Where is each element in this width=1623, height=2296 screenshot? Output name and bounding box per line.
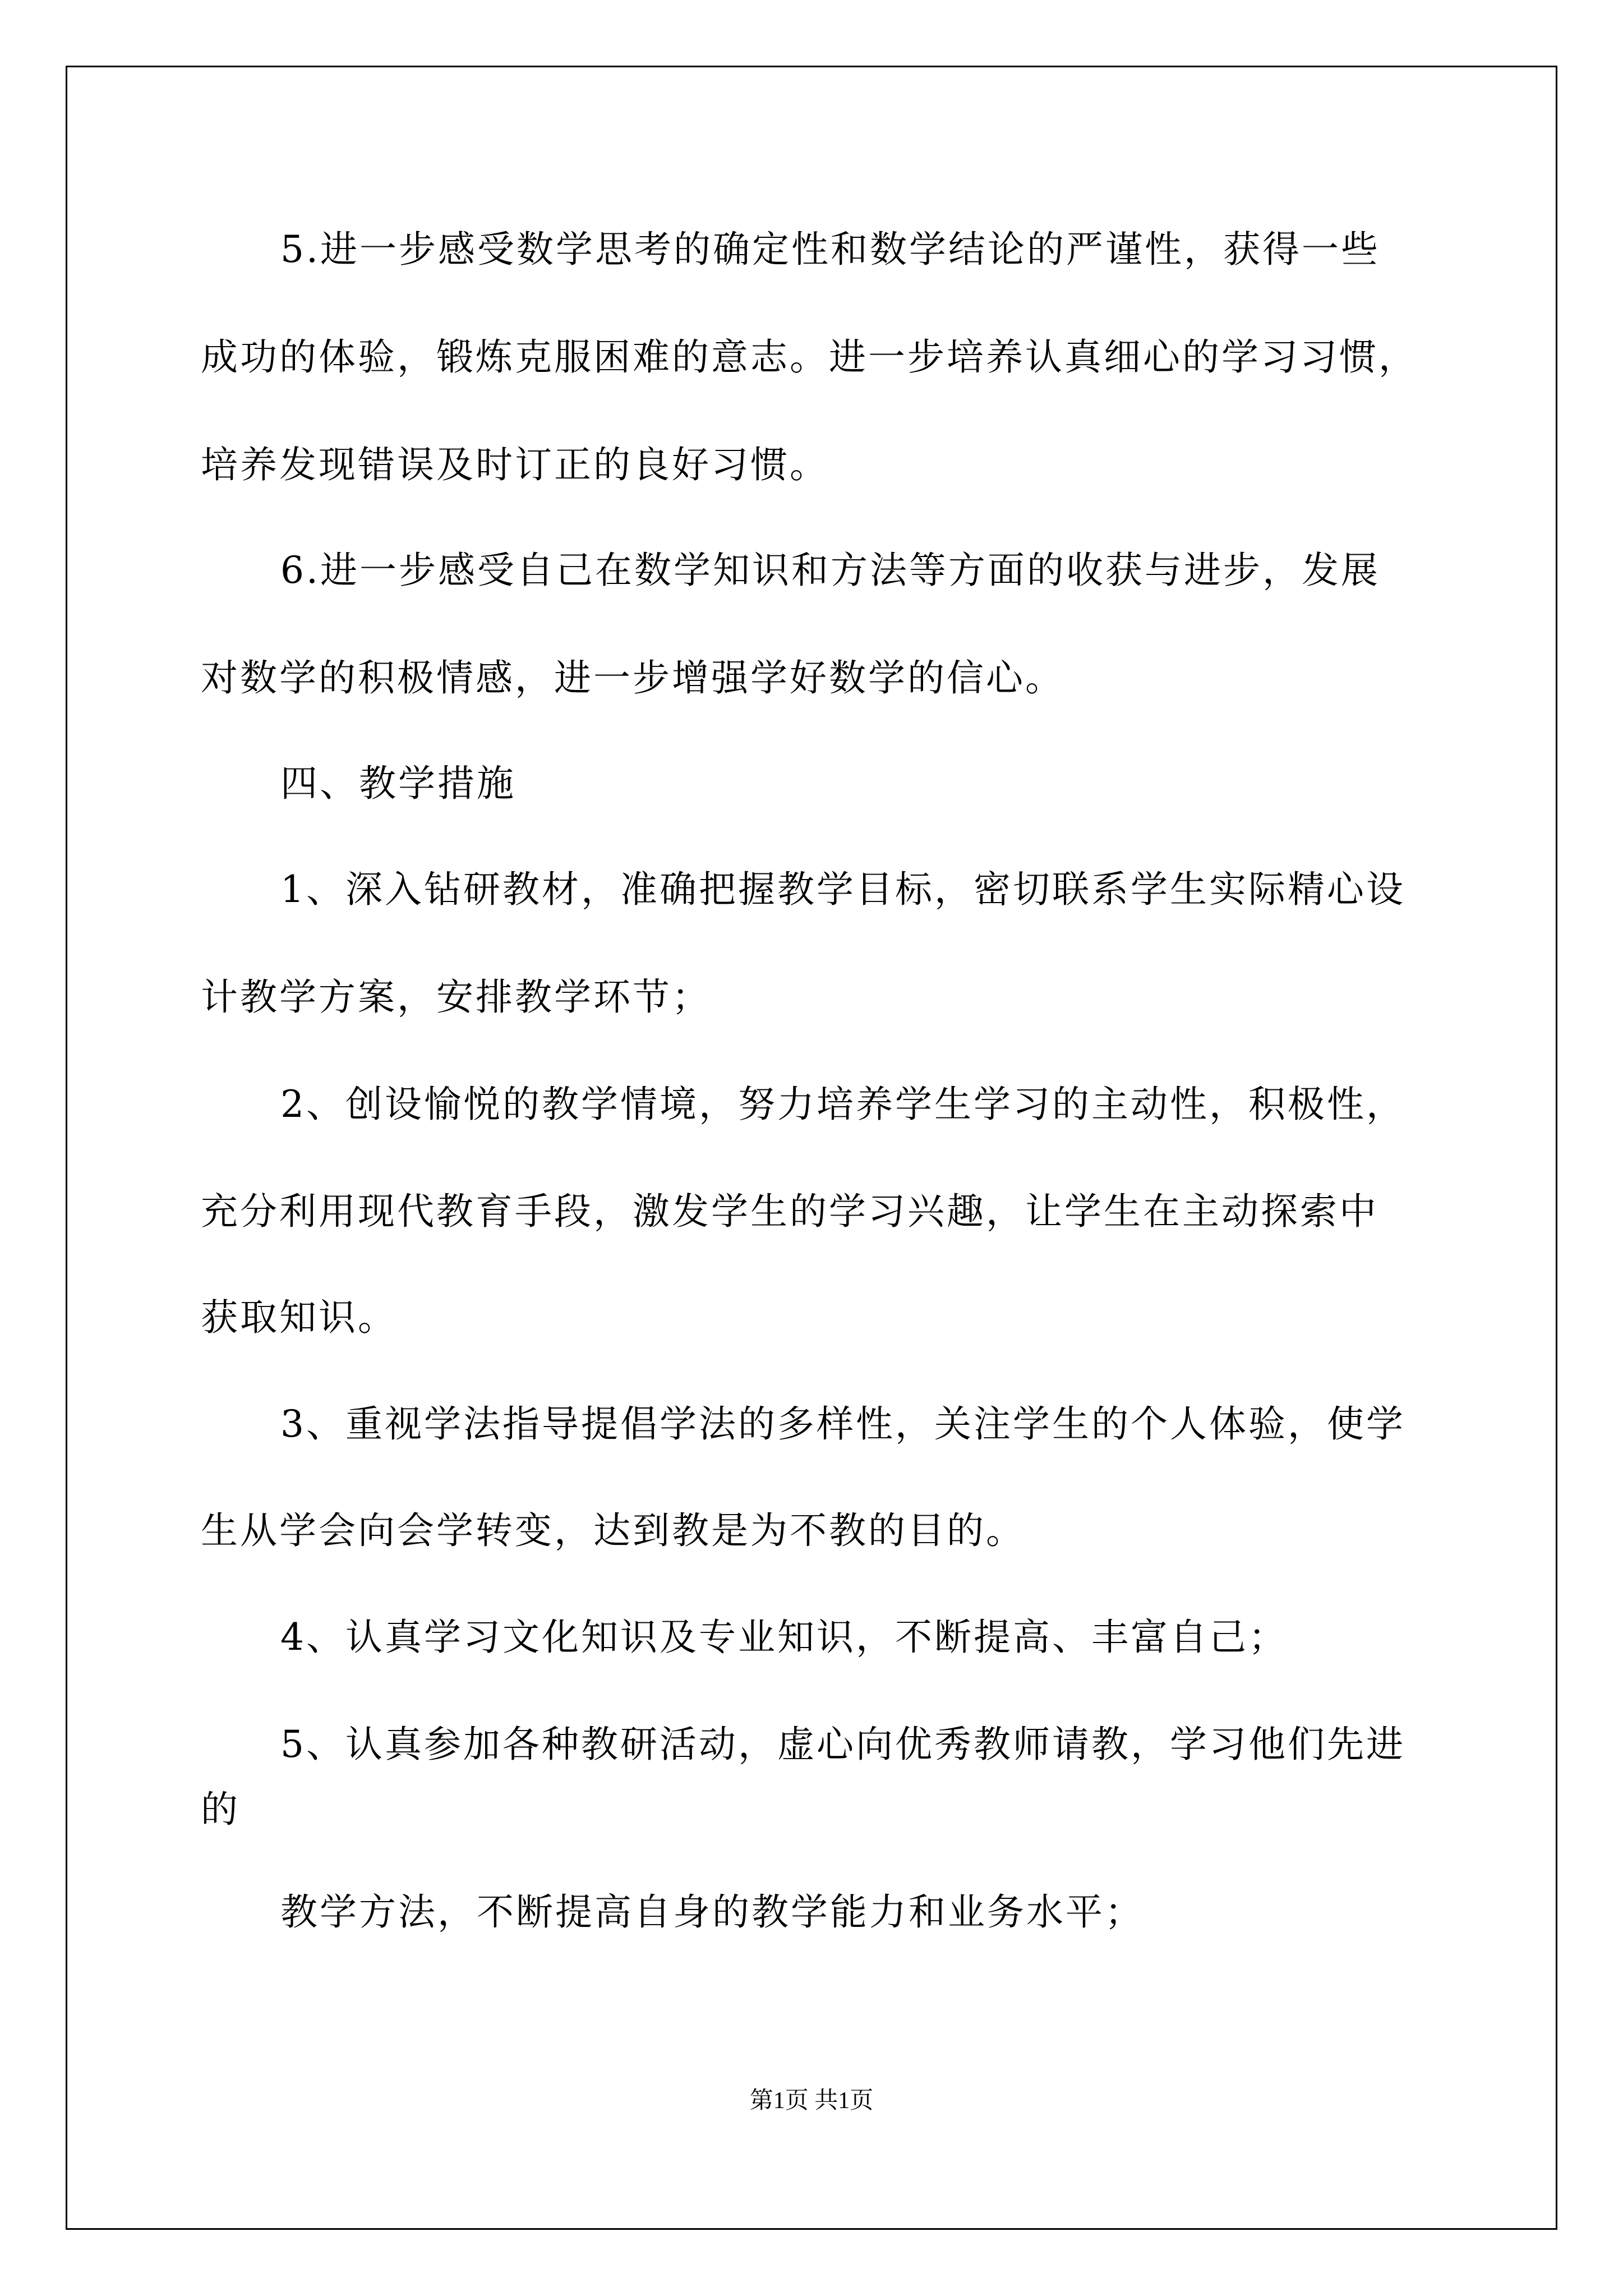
paragraph-line: 的 [201,1788,240,1831]
page-number-footer: 第1页 共1页 [749,2088,874,2114]
paragraph-line: 5.进一步感受数学思考的确定性和数学结论的严谨性，获得一些 [280,228,1380,271]
paragraph-line: 2、创设愉悦的教学情境，努力培养学生学习的主动性，积极性， [280,1083,1405,1126]
paragraph-line: 充分利用现代教育手段，激发学生的学习兴趣，让学生在主动探索中 [201,1190,1378,1233]
paragraph-line: 培养发现错误及时订正的良好习惯。 [201,443,829,486]
paragraph-line: 对数学的积极情感，进一步增强学好数学的信心。 [201,656,1064,700]
paragraph-line: 计教学方案，安排教学环节； [201,976,711,1019]
paragraph-line: 获取知识。 [201,1296,397,1339]
paragraph-line: 教学方法，不断提高自身的教学能力和业务水平； [280,1890,1144,1934]
section-heading: 四、教学措施 [280,762,516,805]
paragraph-line: 成功的体验，锻炼克服困难的意志。进一步培养认真细心的学习习惯， [201,335,1418,379]
paragraph-line: 1、深入钻研教材，准确把握教学目标，密切联系学生实际精心设 [280,868,1405,911]
paragraph-line: 生从学会向会学转变，达到教是为不教的目的。 [201,1509,1025,1552]
paragraph-line: 6.进一步感受自己在数学知识和方法等方面的收获与进步，发展 [280,549,1380,592]
paragraph-line: 5、认真参加各种教研活动，虚心向优秀教师请教，学习他们先进 [280,1723,1405,1766]
paragraph-line: 3、重视学法指导提倡学法的多样性，关注学生的个人体验，使学 [280,1402,1405,1446]
paragraph-line: 4、认真学习文化知识及专业知识，不断提高、丰富自己； [280,1616,1288,1659]
